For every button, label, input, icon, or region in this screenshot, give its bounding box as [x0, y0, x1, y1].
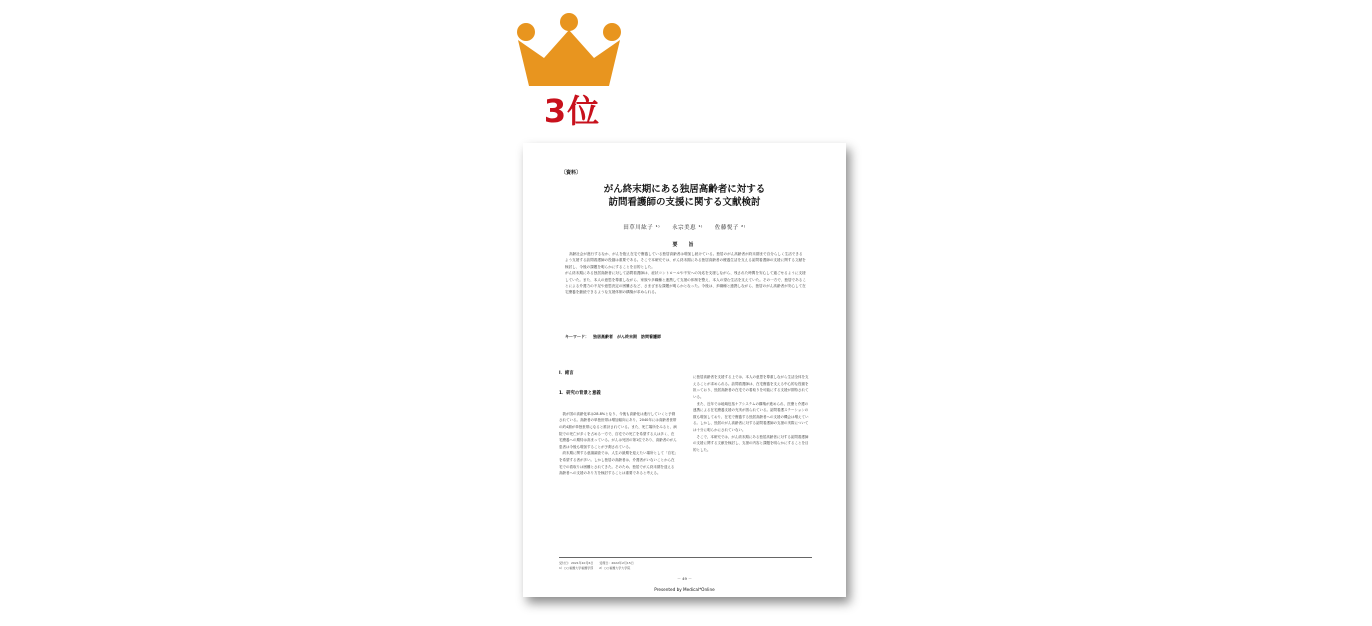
- paper-thumbnail[interactable]: [523, 143, 846, 597]
- section-heading: Ⅰ．緒言: [559, 371, 574, 377]
- crown-icon: [514, 12, 624, 88]
- document-authors: 田草川紘子 ¹⁾ 永宗美恵 ¹⁾ 佐藤悦子 ²⁾: [623, 225, 746, 231]
- document-title: [543, 183, 826, 209]
- document-title-line1: がん終末期にある独居高齢者に対する: [603, 184, 766, 195]
- body-column-right: [693, 361, 811, 467]
- abstract-heading: 要 旨: [672, 242, 697, 248]
- footnote-divider: [559, 557, 812, 558]
- footnote-line2: 1）○○看護大学看護学部 2）○○看護大学大学院: [559, 566, 631, 570]
- footnote-line1: 受付日：2021年10月6日 受理日：2022年2月15日: [559, 561, 634, 565]
- page-number: － 49 －: [677, 576, 692, 581]
- rank-label: 3位: [543, 92, 601, 130]
- document-tag: 〔資料〕: [561, 170, 582, 176]
- document-title-line2: 訪問看護師の支援に関する文献検討: [608, 197, 761, 208]
- presented-by: Presented by Medical*Online: [654, 587, 715, 592]
- body-text-left: 我が国の高齢化率は28.8%となり、今後も高齢化は進行していくと予測されている。高齢者の単独世帯は増加傾向にあり、2040年には高齢者世帯の約4割が単独世帯になると推計されている。また、死亡場所をみると、病院での死亡が多くを占める一方で、自宅での死亡を希望する人は多く、在宅療養への期待は高まっている。がんは死因の第1位であり、高齢者のがん患者は今後も増加することが予測されている。 終末期に関する意識調査では、人生の最期を迎えたい場所として「自宅」を希望する者が多い。しかし独居の高齢者は、介護者がいないことから在宅での看取りは困難とされてきた。そのため、独居でがん終末期を迎える高齢者への支援のあり方を検討することは重要であると考える。: [559, 411, 677, 476]
- abstract-text: 高齢社会が進行するなか、がんを抱え在宅で療養している独居高齢者は増加し続けている。独居のがん高齢者が終末期まで自分らしく生活できるよう支援する訪問看護師の役割は重要である。そこで本研究では、がん終末期にある独居高齢者の療養生活を支える訪問看護師の支援に関する文献を検討し、今後の課題を明らかにすることを目的とした。 がん終末期にある独居高齢者に対して訪問看護師は、症状コントロールや不安への対応を支援しながら、残された時間を安心して過ごせるように支援していた。また、本人の意思を尊重しながら、家族や多職種と連携して支援の体制を整え、本人の望む生活を支えていた。その一方で、独居であることによる介護力の不足や意思決定の困難さなど、さまざまな課題が明らかとなった。今後は、多職種と連携しながら、独居のがん高齢者が安心して在宅療養を継続できるような支援体制の構築が求められる。: [565, 252, 806, 295]
- keywords: キーワード： 独居高齢者 がん終末期 訪問看護師: [565, 334, 661, 339]
- body-column-left: [559, 358, 677, 490]
- subsection-heading: 1．研究の背景と意義: [559, 390, 601, 396]
- footnote: [559, 561, 634, 571]
- body-text-right: に独居高齢者を支援する上では、本人の意思を尊重しながら生活全体を支えることが求められる。訪問看護師は、在宅療養を支える中心的な役割を担っており、独居高齢者の在宅での看取りを可能にする支援が期待されている。 また、近年では地域包括ケアシステムの構築が進められ、医療と介護の連携による在宅療養支援の充実が図られている。訪問看護ステーションの数も増加しており、在宅で療養する独居高齢者への支援の機会は増えている。しかし、独居のがん高齢者に対する訪問看護師の支援の実際については十分に明らかにされていない。 そこで、本研究では、がん終末期にある独居高齢者に対する訪問看護師の支援に関する文献を検討し、支援の内容と課題を明らかにすることを目的とした。: [693, 375, 809, 452]
